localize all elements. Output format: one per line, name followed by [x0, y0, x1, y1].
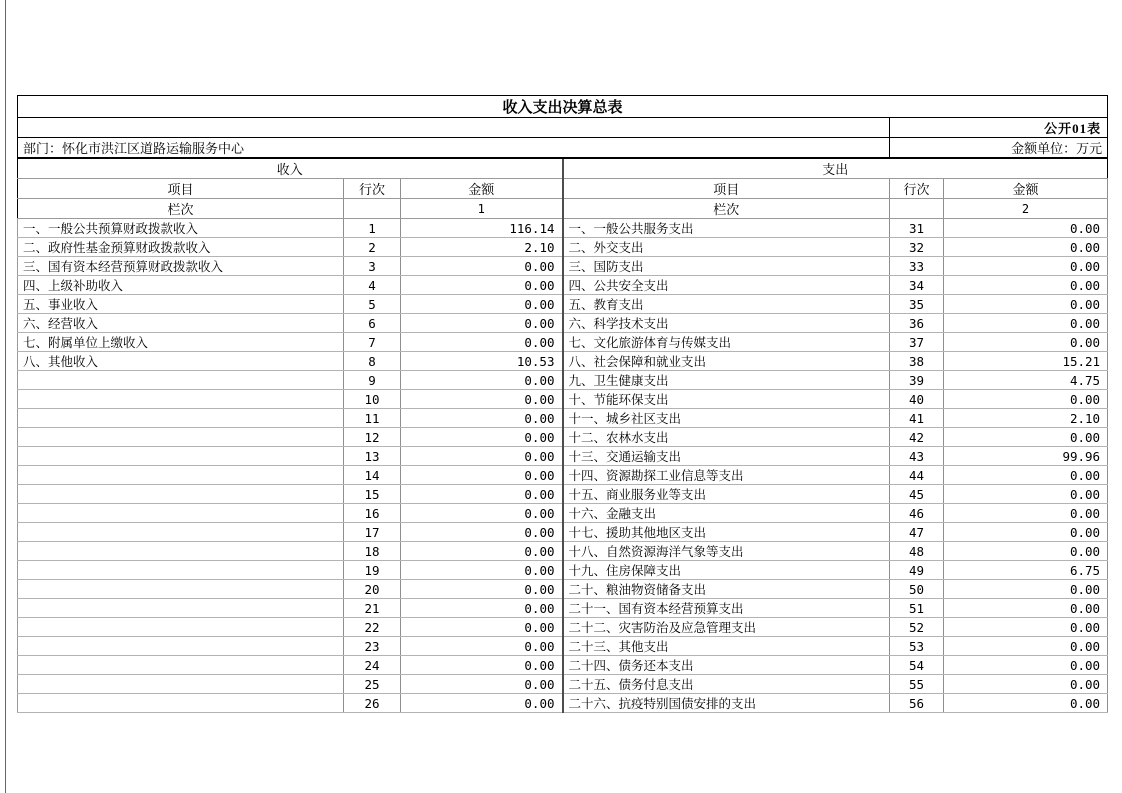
- income-line-cell: 20: [344, 580, 401, 599]
- expenditure-amount-cell: 0.00: [944, 314, 1108, 333]
- income-item-cell: [18, 409, 344, 428]
- income-line-cell: 15: [344, 485, 401, 504]
- expenditure-line-cell: 42: [890, 428, 944, 447]
- expenditure-col-index-label: 栏次: [563, 199, 890, 219]
- expenditure-col-index-blank: [890, 199, 944, 219]
- income-line-cell: 3: [344, 257, 401, 276]
- income-item-cell: [18, 694, 344, 713]
- expenditure-amount-cell: 0.00: [944, 675, 1108, 694]
- income-line-cell: 18: [344, 542, 401, 561]
- income-line-cell: 12: [344, 428, 401, 447]
- expenditure-line-cell: 37: [890, 333, 944, 352]
- expenditure-amount-cell: 6.75: [944, 561, 1108, 580]
- expenditure-amount-cell: 0.00: [944, 656, 1108, 675]
- blank-header-cell: [18, 118, 890, 138]
- expenditure-line-cell: 32: [890, 238, 944, 257]
- expenditure-item-cell: 十、节能环保支出: [563, 390, 890, 409]
- income-item-cell: [18, 675, 344, 694]
- expenditure-item-cell: 二十二、灾害防治及应急管理支出: [563, 618, 890, 637]
- income-col-amount: 金额: [401, 179, 563, 199]
- income-amount-cell: 0.00: [401, 371, 563, 390]
- expenditure-line-cell: 40: [890, 390, 944, 409]
- income-amount-cell: 0.00: [401, 694, 563, 713]
- income-line-cell: 1: [344, 219, 401, 238]
- expenditure-amount-cell: 0.00: [944, 295, 1108, 314]
- expenditure-line-cell: 55: [890, 675, 944, 694]
- expenditure-item-cell: 二十六、抗疫特别国债安排的支出: [563, 694, 890, 713]
- expenditure-item-cell: 十七、援助其他地区支出: [563, 523, 890, 542]
- table-row: [18, 466, 1108, 485]
- income-amount-cell: 2.10: [401, 238, 563, 257]
- income-amount-cell: 0.00: [401, 580, 563, 599]
- expenditure-amount-cell: 0.00: [944, 599, 1108, 618]
- income-item-cell: 四、上级补助收入: [18, 276, 344, 295]
- expenditure-line-cell: 50: [890, 580, 944, 599]
- table-row: [18, 390, 1108, 409]
- income-line-cell: 4: [344, 276, 401, 295]
- income-amount-cell: 0.00: [401, 485, 563, 504]
- expenditure-amount-cell: 0.00: [944, 694, 1108, 713]
- expenditure-item-cell: 五、教育支出: [563, 295, 890, 314]
- income-amount-cell: 0.00: [401, 333, 563, 352]
- income-amount-cell: 0.00: [401, 675, 563, 694]
- income-item-cell: [18, 656, 344, 675]
- income-item-cell: 六、经营收入: [18, 314, 344, 333]
- income-line-cell: 13: [344, 447, 401, 466]
- expenditure-amount-cell: 0.00: [944, 485, 1108, 504]
- table-row: [18, 504, 1108, 523]
- expenditure-amount-cell: 0.00: [944, 542, 1108, 561]
- income-amount-cell: 0.00: [401, 637, 563, 656]
- income-line-cell: 6: [344, 314, 401, 333]
- expenditure-section-header: 支出: [563, 158, 1108, 179]
- income-item-cell: 七、附属单位上缴收入: [18, 333, 344, 352]
- expenditure-col-line: 行次: [890, 179, 944, 199]
- expenditure-amount-cell: 0.00: [944, 580, 1108, 599]
- table-row: [18, 409, 1108, 428]
- expenditure-amount-cell: 2.10: [944, 409, 1108, 428]
- expenditure-line-cell: 56: [890, 694, 944, 713]
- amount-unit-label: 金额单位：万元: [890, 138, 1108, 159]
- income-item-cell: [18, 371, 344, 390]
- expenditure-item-cell: 十四、资源勘探工业信息等支出: [563, 466, 890, 485]
- expenditure-item-cell: 六、科学技术支出: [563, 314, 890, 333]
- expenditure-line-cell: 39: [890, 371, 944, 390]
- final-accounts-summary-table: [17, 95, 1108, 713]
- expenditure-item-cell: 十九、住房保障支出: [563, 561, 890, 580]
- income-amount-cell: 0.00: [401, 618, 563, 637]
- income-item-cell: [18, 485, 344, 504]
- income-section-header: 收入: [18, 158, 563, 179]
- income-amount-cell: 0.00: [401, 295, 563, 314]
- expenditure-line-cell: 31: [890, 219, 944, 238]
- table-code-row: [18, 118, 1108, 138]
- expenditure-item-cell: 二、外交支出: [563, 238, 890, 257]
- income-amount-cell: 0.00: [401, 428, 563, 447]
- expenditure-amount-cell: 0.00: [944, 257, 1108, 276]
- expenditure-line-cell: 48: [890, 542, 944, 561]
- income-item-cell: [18, 523, 344, 542]
- income-amount-cell: 0.00: [401, 504, 563, 523]
- expenditure-col-index-value: 2: [944, 199, 1108, 219]
- expenditure-item-cell: 一、一般公共服务支出: [563, 219, 890, 238]
- section-header-row: [18, 158, 1108, 179]
- income-amount-cell: 0.00: [401, 257, 563, 276]
- expenditure-item-cell: 十六、金融支出: [563, 504, 890, 523]
- income-amount-cell: 0.00: [401, 276, 563, 295]
- expenditure-line-cell: 49: [890, 561, 944, 580]
- expenditure-line-cell: 47: [890, 523, 944, 542]
- income-amount-cell: 0.00: [401, 561, 563, 580]
- expenditure-line-cell: 35: [890, 295, 944, 314]
- expenditure-item-cell: 十一、城乡社区支出: [563, 409, 890, 428]
- income-line-cell: 22: [344, 618, 401, 637]
- expenditure-amount-cell: 0.00: [944, 276, 1108, 295]
- table-row: [18, 542, 1108, 561]
- income-item-cell: 一、一般公共预算财政拨款收入: [18, 219, 344, 238]
- table-row: [18, 637, 1108, 656]
- income-amount-cell: 0.00: [401, 390, 563, 409]
- table-row: [18, 295, 1108, 314]
- expenditure-amount-cell: 0.00: [944, 504, 1108, 523]
- expenditure-line-cell: 45: [890, 485, 944, 504]
- income-item-cell: [18, 504, 344, 523]
- income-col-index-label: 栏次: [18, 199, 344, 219]
- expenditure-item-cell: 二十、粮油物资储备支出: [563, 580, 890, 599]
- expenditure-amount-cell: 0.00: [944, 618, 1108, 637]
- income-item-cell: 五、事业收入: [18, 295, 344, 314]
- income-line-cell: 14: [344, 466, 401, 485]
- expenditure-line-cell: 36: [890, 314, 944, 333]
- income-item-cell: [18, 542, 344, 561]
- income-item-cell: [18, 447, 344, 466]
- expenditure-line-cell: 54: [890, 656, 944, 675]
- department-label: 部门：怀化市洪江区道路运输服务中心: [18, 138, 890, 159]
- income-col-line: 行次: [344, 179, 401, 199]
- title-row: [18, 96, 1108, 118]
- income-item-cell: [18, 637, 344, 656]
- income-line-cell: 17: [344, 523, 401, 542]
- income-amount-cell: 0.00: [401, 523, 563, 542]
- expenditure-line-cell: 52: [890, 618, 944, 637]
- income-amount-cell: 10.53: [401, 352, 563, 371]
- column-index-row: [18, 199, 1108, 219]
- expenditure-amount-cell: 15.21: [944, 352, 1108, 371]
- income-amount-cell: 0.00: [401, 656, 563, 675]
- expenditure-line-cell: 33: [890, 257, 944, 276]
- income-line-cell: 8: [344, 352, 401, 371]
- table-row: [18, 447, 1108, 466]
- income-item-cell: [18, 428, 344, 447]
- expenditure-item-cell: 十五、商业服务业等支出: [563, 485, 890, 504]
- income-amount-cell: 0.00: [401, 447, 563, 466]
- expenditure-item-cell: 九、卫生健康支出: [563, 371, 890, 390]
- data-rows: [18, 219, 1108, 713]
- income-amount-cell: 0.00: [401, 314, 563, 333]
- income-item-cell: [18, 466, 344, 485]
- table-row: [18, 371, 1108, 390]
- table-row: [18, 276, 1108, 295]
- expenditure-amount-cell: 4.75: [944, 371, 1108, 390]
- income-amount-cell: 0.00: [401, 466, 563, 485]
- table-code-label: 公开01表: [890, 118, 1108, 138]
- income-item-cell: [18, 618, 344, 637]
- expenditure-line-cell: 53: [890, 637, 944, 656]
- table-row: [18, 523, 1108, 542]
- income-line-cell: 5: [344, 295, 401, 314]
- table-row: [18, 675, 1108, 694]
- expenditure-item-cell: 七、文化旅游体育与传媒支出: [563, 333, 890, 352]
- table-row: [18, 428, 1108, 447]
- expenditure-amount-cell: 0.00: [944, 637, 1108, 656]
- expenditure-amount-cell: 0.00: [944, 238, 1108, 257]
- income-item-cell: 三、国有资本经营预算财政拨款收入: [18, 257, 344, 276]
- income-item-cell: [18, 390, 344, 409]
- table-row: [18, 352, 1108, 371]
- income-amount-cell: 116.14: [401, 219, 563, 238]
- income-line-cell: 23: [344, 637, 401, 656]
- expenditure-item-cell: 二十五、债务付息支出: [563, 675, 890, 694]
- income-item-cell: [18, 561, 344, 580]
- income-line-cell: 11: [344, 409, 401, 428]
- table-row: [18, 599, 1108, 618]
- income-line-cell: 26: [344, 694, 401, 713]
- expenditure-amount-cell: 0.00: [944, 333, 1108, 352]
- income-line-cell: 2: [344, 238, 401, 257]
- expenditure-amount-cell: 99.96: [944, 447, 1108, 466]
- income-col-item: 项目: [18, 179, 344, 199]
- income-item-cell: 八、其他收入: [18, 352, 344, 371]
- expenditure-line-cell: 44: [890, 466, 944, 485]
- table-row: [18, 314, 1108, 333]
- income-col-index-value: 1: [401, 199, 563, 219]
- expenditure-line-cell: 46: [890, 504, 944, 523]
- table-row: [18, 257, 1108, 276]
- expenditure-amount-cell: 0.00: [944, 466, 1108, 485]
- expenditure-line-cell: 41: [890, 409, 944, 428]
- expenditure-item-cell: 八、社会保障和就业支出: [563, 352, 890, 371]
- table-row: [18, 694, 1108, 713]
- income-line-cell: 10: [344, 390, 401, 409]
- income-line-cell: 19: [344, 561, 401, 580]
- page-left-edge-line: [5, 0, 6, 793]
- expenditure-item-cell: 二十三、其他支出: [563, 637, 890, 656]
- table-row: [18, 238, 1108, 257]
- expenditure-item-cell: 十三、交通运输支出: [563, 447, 890, 466]
- column-header-row: [18, 179, 1108, 199]
- income-item-cell: [18, 599, 344, 618]
- expenditure-amount-cell: 0.00: [944, 219, 1108, 238]
- income-col-index-blank: [344, 199, 401, 219]
- income-line-cell: 21: [344, 599, 401, 618]
- income-amount-cell: 0.00: [401, 599, 563, 618]
- income-line-cell: 25: [344, 675, 401, 694]
- income-amount-cell: 0.00: [401, 542, 563, 561]
- income-item-cell: 二、政府性基金预算财政拨款收入: [18, 238, 344, 257]
- income-line-cell: 7: [344, 333, 401, 352]
- table-row: [18, 656, 1108, 675]
- expenditure-item-cell: 十二、农林水支出: [563, 428, 890, 447]
- expenditure-amount-cell: 0.00: [944, 390, 1108, 409]
- expenditure-item-cell: 二十四、债务还本支出: [563, 656, 890, 675]
- income-item-cell: [18, 580, 344, 599]
- expenditure-line-cell: 38: [890, 352, 944, 371]
- income-line-cell: 16: [344, 504, 401, 523]
- table-row: [18, 618, 1108, 637]
- table-row: [18, 219, 1108, 238]
- table-row: [18, 485, 1108, 504]
- income-amount-cell: 0.00: [401, 409, 563, 428]
- department-row: [18, 138, 1108, 159]
- expenditure-col-amount: 金额: [944, 179, 1108, 199]
- income-line-cell: 9: [344, 371, 401, 390]
- table-row: [18, 333, 1108, 352]
- table-row: [18, 561, 1108, 580]
- expenditure-item-cell: 十八、自然资源海洋气象等支出: [563, 542, 890, 561]
- expenditure-amount-cell: 0.00: [944, 523, 1108, 542]
- expenditure-item-cell: 二十一、国有资本经营预算支出: [563, 599, 890, 618]
- expenditure-line-cell: 43: [890, 447, 944, 466]
- page-title: 收入支出决算总表: [18, 96, 1108, 118]
- expenditure-amount-cell: 0.00: [944, 428, 1108, 447]
- expenditure-item-cell: 四、公共安全支出: [563, 276, 890, 295]
- income-line-cell: 24: [344, 656, 401, 675]
- expenditure-line-cell: 51: [890, 599, 944, 618]
- expenditure-col-item: 项目: [563, 179, 890, 199]
- expenditure-item-cell: 三、国防支出: [563, 257, 890, 276]
- expenditure-line-cell: 34: [890, 276, 944, 295]
- table-row: [18, 580, 1108, 599]
